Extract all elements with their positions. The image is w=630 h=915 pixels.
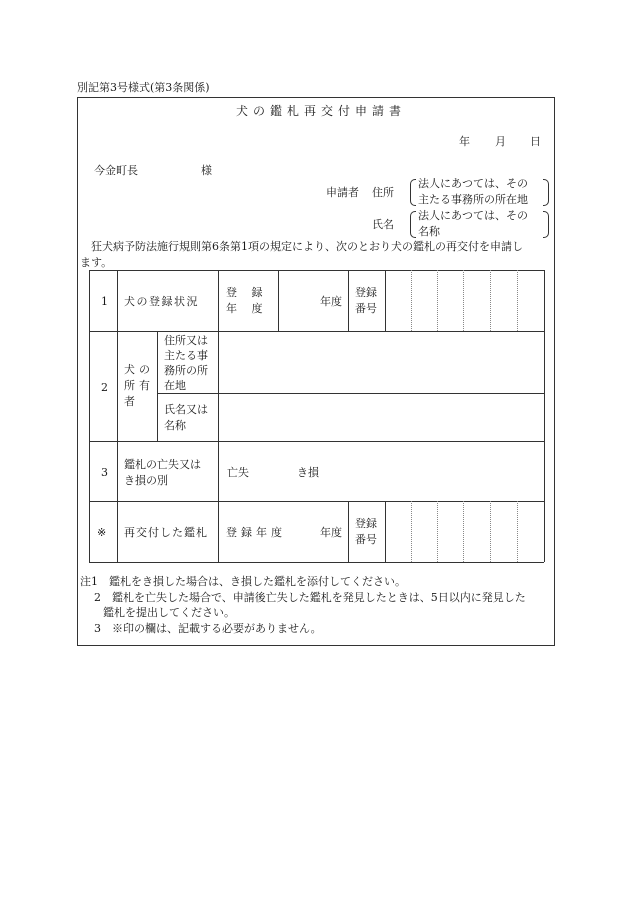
row3-lost-option: 亡失 xyxy=(227,466,249,479)
note-3: 3 ※印の欄は、記載する必要がありません。 xyxy=(94,622,322,635)
row2-address-label-3: 務所の所 xyxy=(164,364,208,377)
row2-owner-label-2: 所有 xyxy=(124,379,154,392)
row2-name-label-1: 氏名又は xyxy=(164,403,208,416)
row4-reg-num-label-bottom: 番号 xyxy=(355,533,377,546)
applicant-role: 申請者 xyxy=(326,186,359,199)
row1-year-label-top: 登 録 xyxy=(226,286,263,299)
row1-number: 1 xyxy=(101,295,108,308)
row2-owner-label-3: 者 xyxy=(124,395,135,408)
addressee-honorific: 様 xyxy=(201,164,212,177)
body-text-line-2: ます。 xyxy=(80,256,113,269)
row4-label: 再交付した鑑札 xyxy=(124,526,208,539)
row1-nendo: 年度 xyxy=(320,295,342,308)
row2-owner-label-1: 犬の xyxy=(124,363,154,376)
note-1: 注1 鑑札をき損した場合は、き損した鑑札を添付してください。 xyxy=(80,575,406,588)
addressee-name: 今金町長 xyxy=(94,164,138,177)
applicant-name-label: 氏名 xyxy=(372,218,394,231)
row4-year-label: 登録年度 xyxy=(226,526,286,539)
row1-reg-num-label-bottom: 番号 xyxy=(355,302,377,315)
name-bracket-right xyxy=(543,211,549,238)
name-bracket-left xyxy=(410,211,416,238)
name-note-1: 法人にあつては、その xyxy=(418,209,528,222)
row2-name-label-2: 名称 xyxy=(164,419,186,432)
body-text-line-1: 狂犬病予防法施行規則第6条第1項の規定により、次のとおり犬の鑑札の再交付を申請し xyxy=(91,240,523,253)
date-day: 日 xyxy=(530,135,541,148)
note-2-line-2: 鑑札を提出してください。 xyxy=(103,606,235,619)
form-label: 別記第3号様式(第3条関係) xyxy=(77,81,210,94)
form-title: 犬の鑑札再交付申請書 xyxy=(236,104,407,118)
address-note-2: 主たる事務所の所在地 xyxy=(418,193,528,206)
row1-label: 犬の登録状況 xyxy=(124,295,199,308)
note-2-line-1: 2 鑑札を亡失した場合で、申請後亡失した鑑札を発見したときは、5日以内に発見した xyxy=(94,591,526,604)
row4-reg-num-label-top: 登録 xyxy=(355,517,377,530)
date-year: 年 xyxy=(459,135,470,148)
row3-label-2: き損の別 xyxy=(124,474,168,487)
row4-mark: ※ xyxy=(97,526,107,539)
name-note-2: 名称 xyxy=(418,225,440,238)
date-month: 月 xyxy=(495,135,506,148)
row2-address-label-4: 在地 xyxy=(164,379,186,392)
row3-label-1: 鑑札の亡失又は xyxy=(124,458,201,471)
row2-address-label-1: 住所又は xyxy=(164,334,208,347)
applicant-address-label: 住所 xyxy=(372,186,394,199)
row3-number: 3 xyxy=(101,466,108,479)
row4-nendo: 年度 xyxy=(320,526,342,539)
address-bracket-right xyxy=(543,179,549,206)
row2-number: 2 xyxy=(101,381,108,394)
row1-year-label-bottom: 年 度 xyxy=(226,302,263,315)
address-note-1: 法人にあつては、その xyxy=(418,177,528,190)
address-bracket-left xyxy=(410,179,416,206)
row1-reg-num-label-top: 登録 xyxy=(355,286,377,299)
row3-damaged-option: き損 xyxy=(297,466,319,479)
row2-address-label-2: 主たる事 xyxy=(164,349,208,362)
